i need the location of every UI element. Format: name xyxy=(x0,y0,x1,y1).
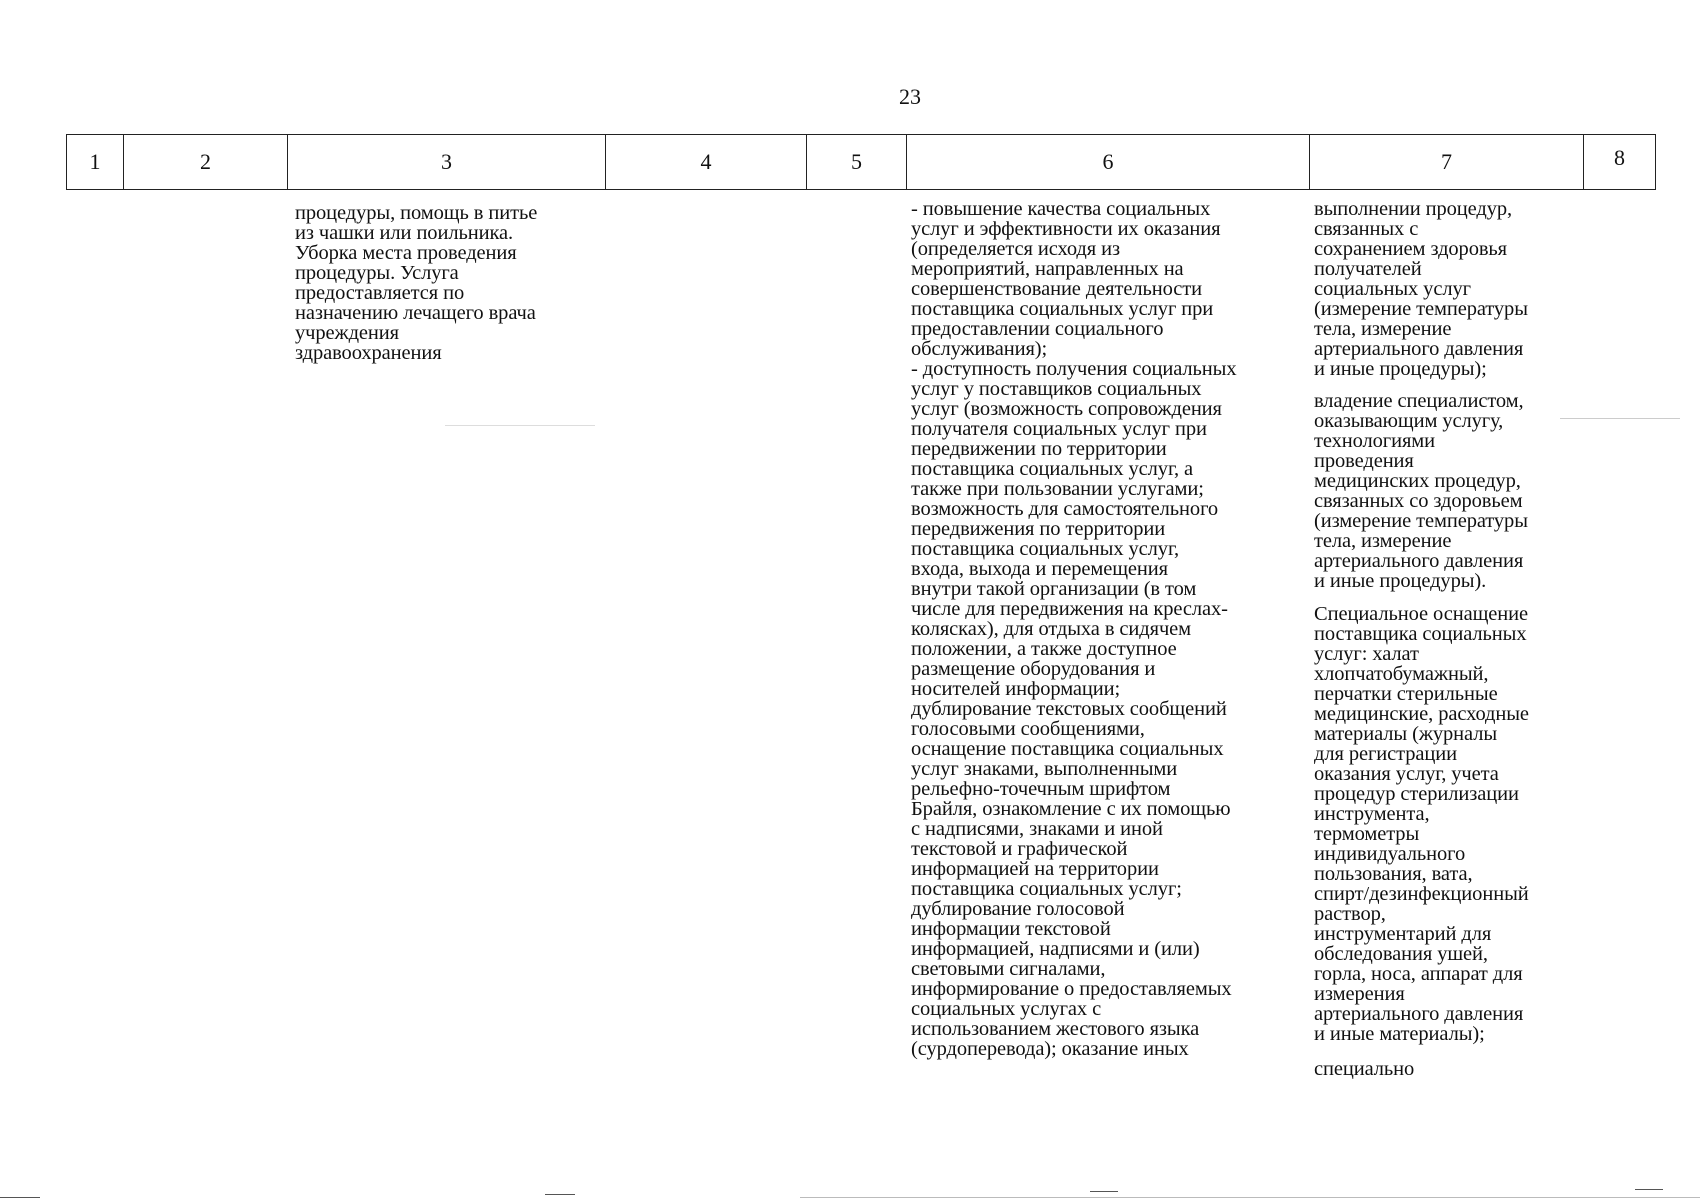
cell-col7-paragraph: специально xyxy=(1314,1058,1415,1080)
column-header-6: 6 xyxy=(907,135,1310,189)
column-header-3: 3 xyxy=(288,135,606,189)
column-header-1: 1 xyxy=(67,135,124,189)
scan-artifact xyxy=(1090,1191,1118,1192)
scan-artifact xyxy=(1635,1189,1663,1190)
page-number: 23 xyxy=(899,84,921,109)
scan-artifact xyxy=(1560,418,1680,419)
cell-col7-paragraph: владение специалистом, оказывающим услугу, технологиями проведения медицинских процедур, связанных со здоровьем (измерение температуры тела, измерение артериального давления и иные процедуры). xyxy=(1314,390,1528,592)
column-header-7: 7 xyxy=(1310,135,1584,189)
column-header-5: 5 xyxy=(807,135,907,189)
scan-artifact xyxy=(445,425,595,426)
scan-artifact xyxy=(545,1194,575,1195)
cell-col3-text: процедуры, помощь в питье из чашки или поильника. Уборка места проведения процедуры. Услуга предоставляется по назначению лечащего врача учреждения здравоохранения xyxy=(295,202,538,364)
cell-col7-paragraph: Специальное оснащение поставщика социальных услуг: халат хлопчатобумажный, перчатки стерильные медицинские, расходные материалы (журналы для регистрации оказания услуг, учета процедур стерилизации инструмента, термометры индивидуального пользования, вата, спирт/дезинфекционный раствор, инструментарий для обследования ушей, горла, носа, аппарат для измерения артериального давления и иные материалы); xyxy=(1314,603,1529,1045)
scan-artifact xyxy=(0,1197,40,1198)
column-header-4: 4 xyxy=(606,135,807,189)
table-header-row xyxy=(66,134,1656,190)
column-header-8: 8 xyxy=(1614,145,1625,170)
cell-col7-paragraph: выполнении процедур, связанных с сохранением здоровья получателей социальных услуг (измерение температуры тела, измерение артериального давления и иные процедуры); xyxy=(1314,198,1528,380)
scan-artifact xyxy=(800,1197,1700,1198)
column-header-2: 2 xyxy=(124,135,288,189)
cell-col6-text: - повышение качества социальных услуг и эффективности их оказания (определяется исходя из мероприятий, направленных на совершенствование деятельности поставщика социальных услуг при предоставлении социального обслуживания); - доступность получения социальных услуг у поставщиков социальных услуг (возможность сопровождения получателя социальных услуг при передвижении по территории поставщика социальных услуг, а также при пользовании услугами; возможность для самостоятельного передвижения по территории поставщика социальных услуг, входа, выхода и перемещения внутри такой организации (в том числе для передвижения на креслах- колясках), для отдыха в сидячем положении, а также доступное размещение оборудования и носителей информации; дублирование текстовых сообщений голосовыми сообщениями, оснащение поставщика социальных услуг знаками, выполненными рельефно-точечным шрифтом Брайля, ознакомление с их помощью с надписями, знаками и иной текстовой и графической информацией на территории поставщика социальных услуг; дублирование голосовой информации текстовой информацией, надписями и (или) световыми сигналами, информирование о предоставляемых социальных услугах с использованием жестового языка (сурдоперевода); оказание иных xyxy=(911,198,1237,1060)
